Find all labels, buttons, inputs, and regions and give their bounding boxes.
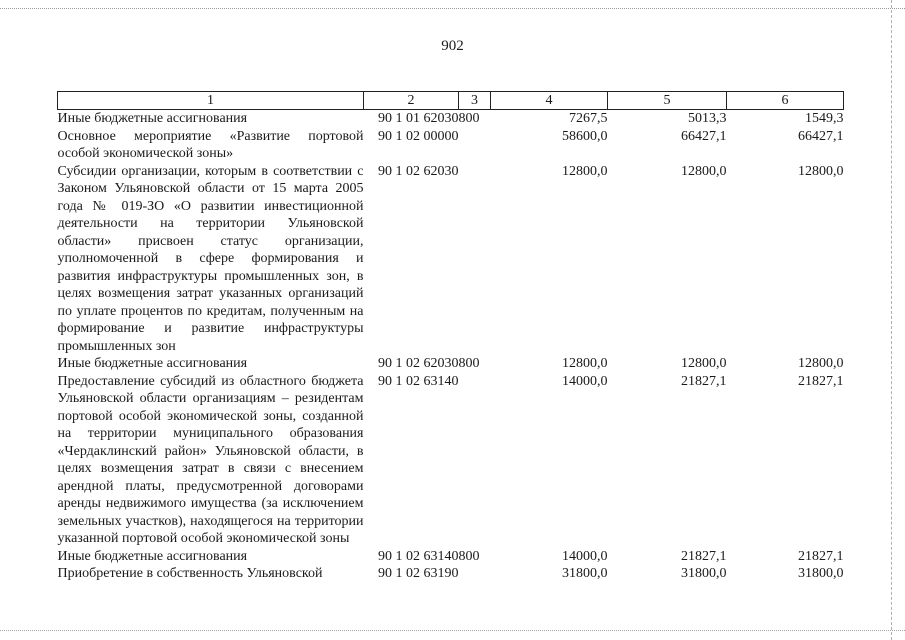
row-value-year-3: 31800,0	[798, 566, 844, 581]
row-type: 800	[458, 111, 480, 126]
row-type	[459, 373, 491, 548]
row-value-year-1: 31800,0	[562, 566, 608, 581]
row-name: Иные бюджетные ассигнования	[57, 548, 248, 564]
table-row	[58, 163, 844, 356]
row-value-year-2: 12800,0	[681, 356, 727, 371]
row-value-year-1: 58600,0	[562, 128, 608, 144]
table-row	[58, 355, 844, 373]
row-name: Иные бюджетные ассигнования	[57, 356, 248, 371]
row-value-year-1: 12800,0	[562, 163, 608, 179]
scan-edge-top	[0, 8, 905, 9]
row-value-year-3: 21827,1	[798, 373, 844, 389]
page-number: 902	[441, 38, 464, 54]
scan-edge-bottom	[0, 630, 905, 631]
budget-table	[57, 91, 844, 583]
row-code: 90 1 02 63190	[378, 566, 459, 581]
row-value-year-2: 66427,1	[681, 128, 727, 144]
row-value-year-1: 14000,0	[562, 548, 608, 564]
row-value-year-2: 31800,0	[681, 566, 727, 581]
row-code: 90 1 02 63140	[378, 373, 459, 389]
row-value-year-1: 14000,0	[562, 373, 608, 389]
column-header-type: 3	[459, 92, 491, 110]
row-code: 90 1 02 63140	[378, 548, 459, 564]
table-row	[58, 548, 844, 566]
table-row	[58, 128, 844, 163]
row-value-year-3: 12800,0	[798, 356, 844, 371]
column-header-code: 2	[364, 92, 459, 110]
row-value-year-2: 21827,1	[681, 548, 727, 564]
row-name: Предоставление субсидий из областного бюджета Ульяновской области организациям – резидентам портовой особой экономической зоны, созданной на территории муниципального образования «Чердаклинский район» Ульяновской области, в целях возмещения затрат в связи с внесением арендной платы, предусмотренной договорами аренды недвижимого имущества (за исключением земельных участков), находящегося на территории указанной портовой особой экономической зоны	[57, 373, 364, 546]
row-value-year-3: 21827,1	[798, 548, 844, 564]
row-value-year-1: 7267,5	[569, 111, 608, 126]
row-code: 90 1 02 62030	[378, 163, 459, 179]
column-header-year-3: 6	[727, 92, 844, 110]
row-name: Основное мероприятие «Развитие портовой особой экономической зоны»	[57, 128, 364, 161]
row-value-year-2: 21827,1	[681, 373, 727, 389]
row-type	[459, 565, 491, 583]
row-value-year-3: 66427,1	[798, 128, 844, 144]
row-type: 800	[458, 548, 480, 564]
row-name: Субсидии организации, которым в соответствии с Законом Ульяновской области от 15 марта 2005 года № 019-ЗО «О развитии инвестиционной деятельности на территории Ульяновской области» присвоен статус организации, уполномоченной в сфере формирования и развития инфраструктуры промышленных зон, в целях возмещения затрат указанных организаций по уплате процентов по кредитам, полученным на формирование и развитие инфраструктуры промышленных зон	[57, 163, 364, 354]
table-row	[58, 110, 844, 128]
row-name: Иные бюджетные ассигнования	[57, 111, 248, 126]
row-name: Приобретение в собственность Ульяновской	[57, 566, 323, 581]
row-value-year-3: 1549,3	[805, 111, 844, 126]
scan-edge-right	[891, 0, 892, 640]
column-header-name: 1	[58, 92, 364, 110]
row-value-year-3: 12800,0	[798, 163, 844, 179]
row-type	[459, 128, 491, 163]
row-code: 90 1 02 00000	[378, 128, 459, 144]
column-header-year-2: 5	[608, 92, 727, 110]
row-type: 800	[458, 356, 480, 371]
row-code: 90 1 02 62030	[378, 356, 459, 371]
row-value-year-2: 12800,0	[681, 163, 727, 179]
row-value-year-1: 12800,0	[562, 356, 608, 371]
row-value-year-2: 5013,3	[688, 111, 727, 126]
row-type	[459, 163, 491, 356]
table-header-row	[58, 92, 844, 110]
table-row	[58, 565, 844, 583]
row-code: 90 1 01 62030	[378, 111, 459, 126]
column-header-year-1: 4	[491, 92, 608, 110]
table-row	[58, 373, 844, 548]
